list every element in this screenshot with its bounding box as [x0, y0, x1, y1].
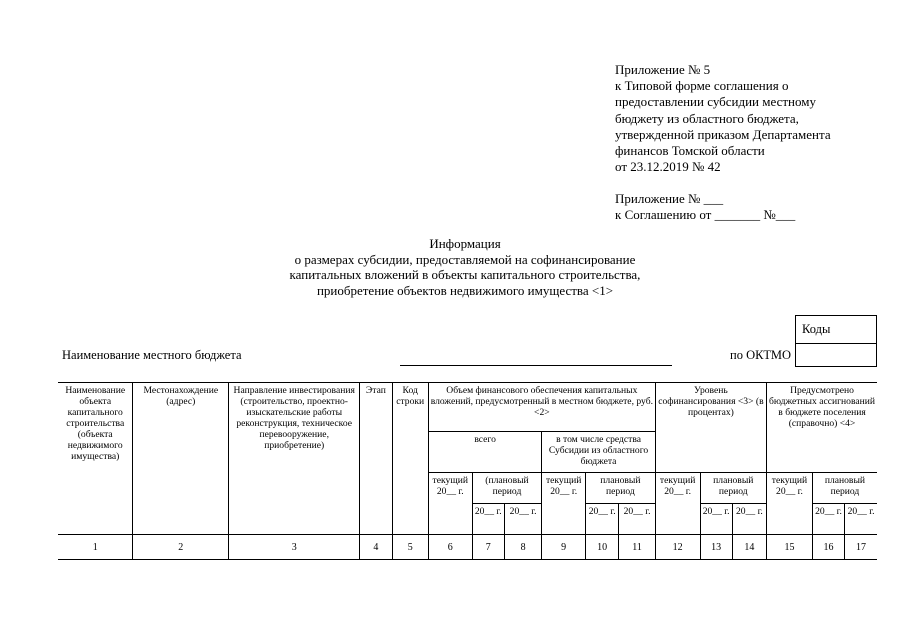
- column-number: 3: [229, 535, 360, 560]
- document-title: [200, 236, 730, 298]
- header-planned-period: плановый период: [700, 473, 767, 504]
- column-number: 13: [700, 535, 732, 560]
- appendix-line: предоставлении субсидии местному: [615, 94, 816, 110]
- header-year: 20__ г.: [700, 504, 732, 535]
- header-year: 20__ г.: [845, 504, 877, 535]
- header-planned-period: плановый период: [812, 473, 877, 504]
- budget-name-field[interactable]: [400, 365, 672, 366]
- column-number: 9: [542, 535, 586, 560]
- header-provided-allocations: Предусмотрено бюджетных ассигнований в бюджете поселения (справочно) <4>: [767, 383, 877, 473]
- header-planned-period: (плановый период: [472, 473, 542, 504]
- header-year: 20__ г.: [504, 504, 541, 535]
- title-line: Информация: [429, 236, 501, 251]
- column-number: 14: [732, 535, 766, 560]
- subsidy-table: [58, 382, 877, 560]
- column-number: 5: [392, 535, 428, 560]
- header-row-code: Код строки: [392, 383, 428, 535]
- header-current-year: текущий 20__ г.: [542, 473, 586, 535]
- appendix-line: Приложение № 5: [615, 62, 711, 77]
- header-current-year: текущий 20__ г.: [767, 473, 813, 535]
- title-line: приобретение объектов недвижимого имущества <1>: [316, 282, 614, 298]
- header-direction: Направление инвестирования (строительство, проектно-изыскательские работы реконструкция, техническое перевооружение, приобретение): [229, 383, 360, 535]
- appendix-line: от 23.12.2019 № 42: [615, 159, 721, 175]
- header-year: 20__ г.: [619, 504, 655, 535]
- column-number-row: [58, 535, 877, 560]
- appendix-line: бюджету из областного бюджета,: [615, 110, 799, 126]
- table-header-row: [58, 383, 877, 432]
- header-object-name: Наименование объекта капитального строительства (объекта недвижимого имущества): [58, 383, 133, 535]
- appendix-line: утвержденной приказом Департамента: [615, 126, 831, 142]
- column-number: 4: [360, 535, 392, 560]
- column-number: 1: [58, 535, 133, 560]
- header-location: Местонахождение (адрес): [133, 383, 229, 535]
- header-total: всего: [428, 432, 541, 473]
- agreement-appendix-number: Приложение № ___: [615, 191, 724, 206]
- column-number: 17: [845, 535, 877, 560]
- column-number: 15: [767, 535, 813, 560]
- column-number: 8: [504, 535, 541, 560]
- header-current-year: текущий 20__ г.: [655, 473, 700, 535]
- header-current-year: текущий 20__ г.: [428, 473, 472, 535]
- budget-label: Наименование местного бюджета: [62, 348, 242, 362]
- header-planned-period: плановый период: [586, 473, 656, 504]
- codes-label: Коды: [796, 316, 876, 344]
- header-year: 20__ г.: [732, 504, 766, 535]
- header-year: 20__ г.: [586, 504, 619, 535]
- header-cofinancing-level: Уровень софинансирования <3> (в процентах): [655, 383, 766, 473]
- agreement-appendix-ref: к Соглашению от _______ №___: [615, 207, 796, 223]
- column-number: 12: [655, 535, 700, 560]
- header-year: 20__ г.: [472, 504, 504, 535]
- column-number: 6: [428, 535, 472, 560]
- header-subsidy-included: в том числе средства Субсидии из областного бюджета: [542, 432, 655, 473]
- codes-box: [795, 315, 877, 367]
- column-number: 2: [133, 535, 229, 560]
- header-financing-volume: Объем финансового обеспечения капитальных вложений, предусмотренный в местном бюджете, руб. <2>: [428, 383, 655, 432]
- header-year: 20__ г.: [812, 504, 844, 535]
- oktmo-label: по ОКТМО: [730, 348, 792, 362]
- title-line: о размерах субсидии, предоставляемой на софинансирование: [294, 251, 636, 267]
- column-number: 10: [586, 535, 619, 560]
- column-number: 11: [619, 535, 655, 560]
- agreement-appendix: [615, 191, 795, 223]
- appendix-header: [615, 62, 875, 175]
- column-number: 16: [812, 535, 844, 560]
- appendix-line: к Типовой форме соглашения о: [615, 78, 789, 94]
- appendix-line: финансов Томской области: [615, 143, 765, 159]
- title-line: капитальных вложений в объекты капитального строительства,: [289, 267, 641, 283]
- column-number: 7: [472, 535, 504, 560]
- header-stage: Этап: [360, 383, 392, 535]
